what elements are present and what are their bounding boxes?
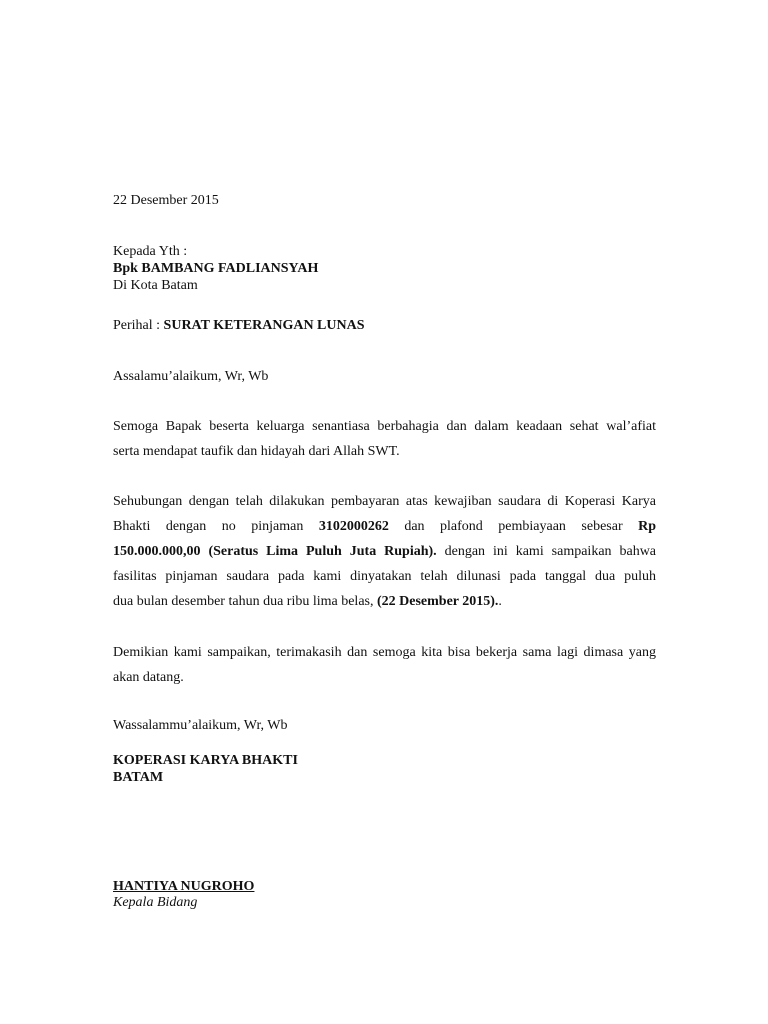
letter-date: 22 Desember 2015 [113,193,219,208]
paragraph-1 [113,414,656,464]
paragraph-2 [113,489,656,614]
paragraph-2-line-3 [113,539,656,564]
subject-prefix: Perihal : [113,318,161,333]
recipient-name: Bpk BAMBANG FADLIANSYAH [113,261,319,276]
loan-amount: 150.000.000,00 [113,544,201,559]
paragraph-2-line-4: fasilitas pinjaman saudara pada kami dinyatakan telah dilunasi pada tanggal dua puluh [113,569,656,584]
loan-number: 3102000262 [318,519,389,534]
organization-city: BATAM [113,770,164,785]
paragraph-2-text: . [498,594,502,609]
loan-amount-words: (Seratus Lima Puluh Juta Rupiah). [208,544,437,559]
greeting: Assalamu’alaikum, Wr, Wb [113,369,269,384]
paragraph-1-line-2: serta mendapat taufik dan hidayah dari Allah SWT. [113,444,400,459]
settlement-date: (22 Desember 2015). [376,594,499,609]
paragraph-3-line-2: akan datang. [113,670,184,685]
paragraph-3-line-1: Demikian kami sampaikan, terimakasih dan semoga kita bisa bekerja sama lagi dimasa yang [113,645,656,660]
currency-label: Rp [638,519,657,534]
paragraph-1-line-1: Semoga Bapak beserta keluarga senantiasa berbahagia dan dalam keadaan sehat wal’afiat [113,419,656,434]
paragraph-2-text: dengan ini kami sampaikan bahwa [444,544,657,559]
paragraph-2-text: dua bulan desember tahun dua ribu lima belas, [113,594,374,609]
recipient-location: Di Kota Batam [113,278,198,293]
paragraph-2-text: dan plafond pembiayaan sebesar [404,519,623,534]
paragraph-2-text: Bhakti dengan no pinjaman [113,519,304,534]
organization-name: KOPERASI KARYA BHAKTI [113,753,298,768]
recipient-label: Kepada Yth : [113,244,188,259]
paragraph-3 [113,640,656,690]
signatory-name: HANTIYA NUGROHO [113,879,255,894]
paragraph-2-line-2 [113,514,656,539]
paragraph-2-line-5 [113,589,656,614]
closing-greeting: Wassalammu’alaikum, Wr, Wb [113,718,288,733]
paragraph-2-line-1: Sehubungan dengan telah dilakukan pembayaran atas kewajiban saudara di Koperasi Karya [113,494,656,509]
signatory-title: Kepala Bidang [113,895,198,910]
subject-text: SURAT KETERANGAN LUNAS [163,318,365,333]
subject-line [113,317,365,335]
